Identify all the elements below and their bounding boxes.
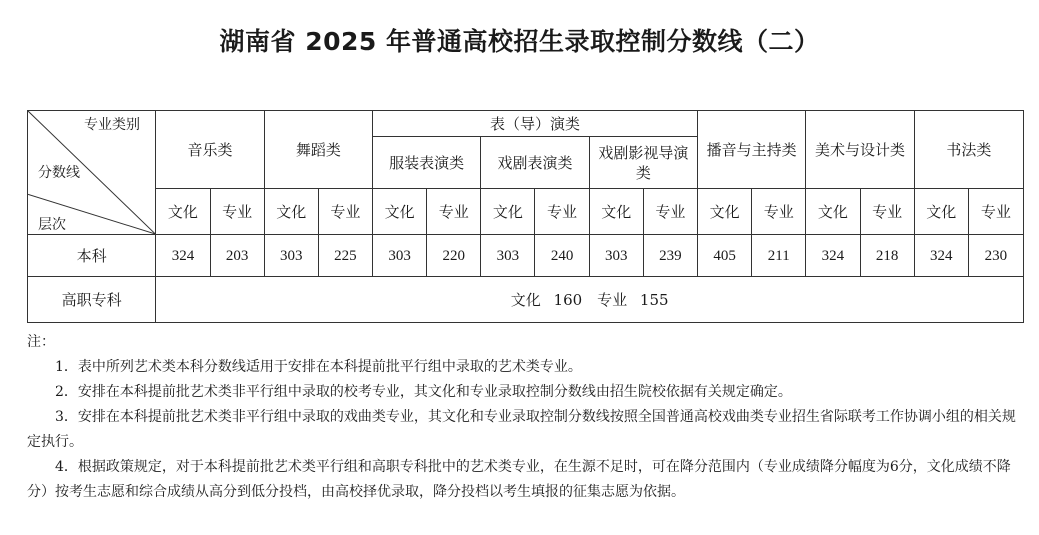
page-title: 湖南省 2025 年普通高校招生录取控制分数线（二）: [219, 27, 820, 56]
music-culture-score: 324: [156, 235, 210, 277]
culture-subheader: 文化: [481, 189, 535, 235]
drama-major-score: 240: [535, 235, 589, 277]
corner-header-cell: [28, 111, 156, 235]
score-table: [27, 110, 1024, 323]
costume-header: 服装表演类: [373, 137, 481, 189]
vocational-row-label: 高职专科: [28, 277, 156, 323]
culture-subheader: 文化: [914, 189, 968, 235]
note-item: 3．安排在本科提前批艺术类非平行组中录取的戏曲类专业，其文化和专业录取控制分数线按照全国普通高校戏曲类专业招生省际联考工作协调小组的相关规定执行。: [27, 409, 1016, 450]
vocational-scores: 文化 160 专业 155: [156, 277, 1024, 323]
notes-heading: 注：: [27, 334, 55, 350]
art-design-culture-score: 324: [806, 235, 860, 277]
costume-major-score: 220: [427, 235, 481, 277]
major-subheader: 专业: [752, 189, 806, 235]
major-subheader: 专业: [860, 189, 914, 235]
broadcast-major-score: 211: [752, 235, 806, 277]
costume-culture-score: 303: [373, 235, 427, 277]
note-item: 1．表中所列艺术类本科分数线适用于安排在本科提前批平行组中录取的艺术类专业。: [55, 359, 582, 375]
film-major-score: 239: [643, 235, 697, 277]
undergrad-row-label: 本科: [28, 235, 156, 277]
music-major-score: 203: [210, 235, 264, 277]
major-subheader: 专业: [210, 189, 264, 235]
major-subheader: 专业: [427, 189, 481, 235]
culture-subheader: 文化: [589, 189, 643, 235]
corner-level-label: 层次: [38, 217, 66, 233]
drama-header: 戏剧表演类: [481, 137, 589, 189]
art-design-header: [806, 111, 914, 189]
film-header: [589, 137, 697, 189]
note-item: 2．安排在本科提前批艺术类非平行组中录取的校考专业，其文化和专业录取控制分数线由招生院校依据有关规定确定。: [55, 384, 792, 400]
art-design-header-text: 美术与设计类: [814, 140, 905, 159]
film-header-text: 戏剧影视导演类: [598, 143, 689, 182]
notes-section: [27, 330, 1027, 505]
perform-header: 表（导）演类: [373, 111, 698, 137]
calligraphy-major-score: 230: [968, 235, 1023, 277]
music-header: 音乐类: [156, 111, 264, 189]
film-culture-score: 303: [589, 235, 643, 277]
major-subheader: 专业: [643, 189, 697, 235]
broadcast-culture-score: 405: [698, 235, 752, 277]
art-design-major-score: 218: [860, 235, 914, 277]
corner-category-label: 专业类别: [84, 117, 140, 133]
broadcast-header-text: 播音与主持类: [706, 140, 797, 159]
calligraphy-header: 书法类: [914, 111, 1023, 189]
dance-major-score: 225: [318, 235, 372, 277]
culture-subheader: 文化: [373, 189, 427, 235]
corner-score-label: 分数线: [38, 165, 80, 181]
dance-header: 舞蹈类: [264, 111, 372, 189]
note-item: 4．根据政策规定，对于本科提前批艺术类平行组和高职专科批中的艺术类专业，在生源不足时，可在降分范围内（专业成绩降分幅度为6分，文化成绩不降分）按考生志愿和综合成绩从高分到低分投档，由高校择优录取，降分投档以考生填报的征集志愿为依据。: [27, 459, 1011, 500]
dance-culture-score: 303: [264, 235, 318, 277]
culture-subheader: 文化: [264, 189, 318, 235]
culture-subheader: 文化: [698, 189, 752, 235]
drama-culture-score: 303: [481, 235, 535, 277]
major-subheader: 专业: [535, 189, 589, 235]
broadcast-header: [698, 111, 806, 189]
culture-subheader: 文化: [806, 189, 860, 235]
calligraphy-culture-score: 324: [914, 235, 968, 277]
major-subheader: 专业: [968, 189, 1023, 235]
major-subheader: 专业: [318, 189, 372, 235]
culture-subheader: 文化: [156, 189, 210, 235]
